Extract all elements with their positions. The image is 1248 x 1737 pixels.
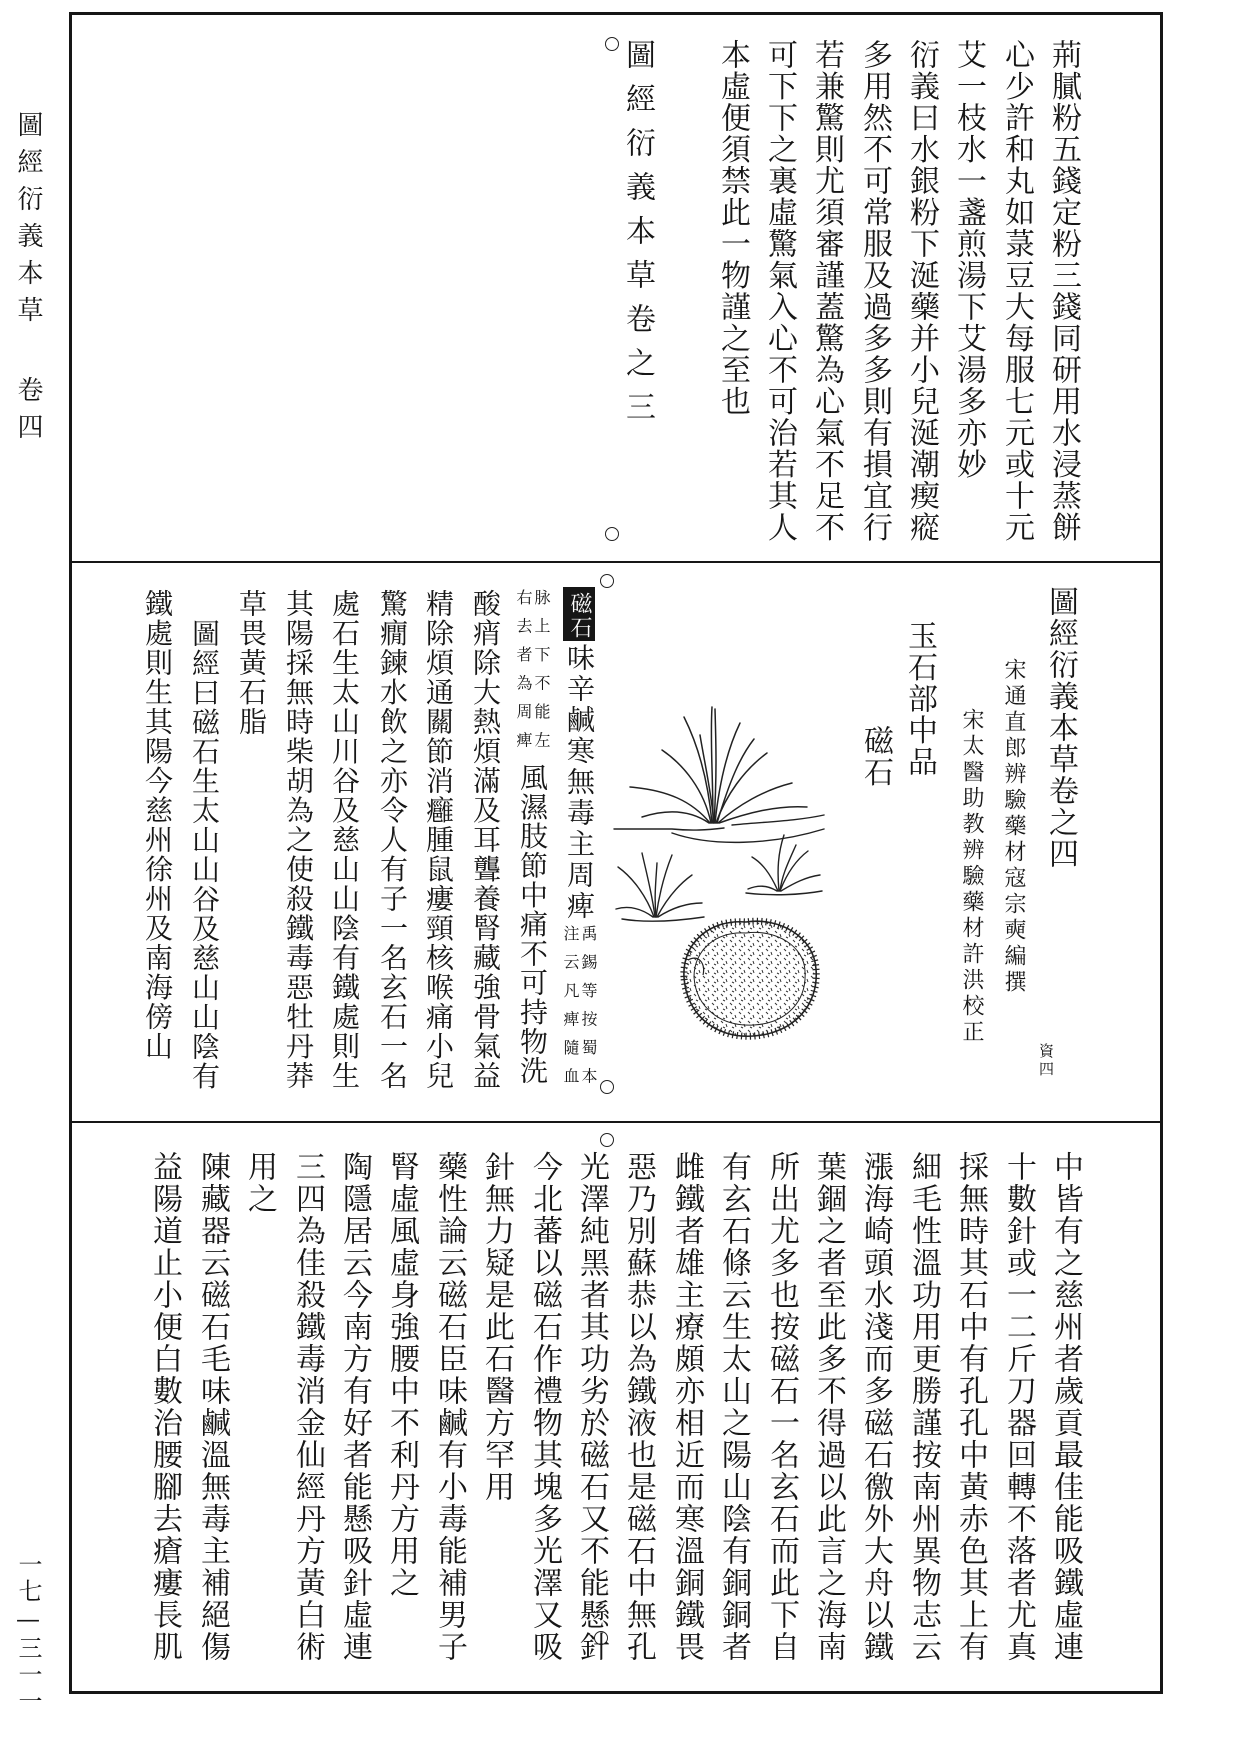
margin-page-number: 一七—三一一 bbox=[14, 1552, 42, 1715]
annotation-line: 脉上下不能左 bbox=[532, 589, 551, 760]
text-column: 艾一枝水一盞煎湯下艾湯多亦妙 bbox=[951, 39, 986, 480]
text-column: 藥性論云磁石臣味鹹有小毒能補男子 bbox=[432, 1151, 467, 1663]
binding-hole-mark bbox=[605, 527, 619, 541]
annotation-line: 禹錫等按蜀本 bbox=[579, 925, 598, 1096]
volume-end-title: 圖經衍義本草卷之三 bbox=[620, 39, 655, 435]
text-column: 針無力疑是此石醫方罕用 bbox=[479, 1151, 514, 1503]
text-column: 衍義曰水銀粉下涎藥并小兒涎潮瘈瘲 bbox=[904, 39, 939, 543]
annotation-line: 右去者為周痺 bbox=[514, 589, 533, 760]
magnetite-stone bbox=[684, 921, 816, 1036]
text-column: 今北蕃以磁石作禮物其塊多光澤又吸 bbox=[527, 1151, 562, 1663]
proofreader-credit: 宋太醫助教辨驗藥材許洪校正 bbox=[959, 708, 984, 1046]
text-column: 圖經曰磁石生太山山谷及慈山山陰有 bbox=[188, 619, 221, 1091]
margin-book-title: 圖經衍義本草 bbox=[13, 111, 43, 333]
text-column: 草畏黃石脂 bbox=[235, 589, 268, 737]
binding-hole-mark bbox=[600, 1080, 614, 1094]
text-column: 腎虛風虛身強腰中不利丹方用之 bbox=[384, 1151, 419, 1599]
text-column: 陶隱居云今南方有好者能懸吸針虛連 bbox=[337, 1151, 372, 1663]
text-column: 心少許和丸如菉豆大每服七元或十元 bbox=[999, 39, 1034, 543]
binding-hole-mark bbox=[600, 1133, 614, 1147]
text-column: 惡乃別蘇恭以為鐵液也是磁石中無孔 bbox=[621, 1151, 656, 1663]
text-column: 雌鐵者雄主療頗亦相近而寒溫銅鐵畏 bbox=[669, 1151, 704, 1663]
entry-name: 磁石 bbox=[858, 725, 893, 788]
text-column: 三四為佳殺鐵毒消金仙經丹方黃白術 bbox=[290, 1151, 325, 1663]
panel-middle bbox=[72, 563, 1160, 1121]
text-column: 採無時其石中有孔孔中黃赤色其上有 bbox=[953, 1151, 988, 1663]
text-column: 中皆有之慈州者歲貢最佳能吸鐵虛連 bbox=[1048, 1151, 1083, 1663]
volume-title: 圖經衍義本草卷之四 bbox=[1043, 586, 1078, 870]
grass-tuft-large bbox=[630, 707, 807, 823]
text-column: 酸痟除大熱煩滿及耳聾養腎藏強骨氣益 bbox=[469, 589, 502, 1091]
text-column: 處石生太山川谷及慈山山陰有鐵處則生 bbox=[328, 589, 361, 1091]
text-column: 十數針或一二斤刀器回轉不落者尤真 bbox=[1001, 1151, 1036, 1663]
text-column: 驚癇鍊水飲之亦令人有子一名玄石一名 bbox=[376, 589, 409, 1091]
section-title: 玉石部中品 bbox=[902, 620, 937, 778]
ground-line bbox=[614, 815, 824, 842]
panel-bottom bbox=[72, 1123, 1160, 1691]
text-column: 多用然不可常服及過多多則有損宜行 bbox=[857, 39, 892, 543]
panel-top bbox=[72, 15, 1160, 561]
compiler-credit: 宋通直郎辨驗藥材寇宗奭編撰 bbox=[1001, 658, 1026, 996]
grass-tuft-small-right bbox=[746, 835, 822, 895]
annotation-line: 注云凡痺隨血 bbox=[561, 925, 580, 1096]
text-column: 本虛便須禁此一物謹之至也 bbox=[715, 39, 750, 417]
text-column: 用之 bbox=[242, 1151, 277, 1215]
text-column: 葉錮之者至此多不得過以此言之海南 bbox=[811, 1151, 846, 1663]
text-column: 益陽道止小便白數治腰腳去瘡瘻長肌 bbox=[147, 1151, 182, 1663]
text-column: 陳藏器云磁石毛味鹹溫無毒主補絕傷 bbox=[195, 1151, 230, 1663]
text-column: 風濕肢節中痛不可持物洗 bbox=[516, 763, 549, 1086]
text-column: 所出尤多也按磁石一名玄石而此下自 bbox=[764, 1151, 799, 1663]
text-column: 其陽採無時柴胡為之使殺鐵毒惡牡丹莽 bbox=[282, 589, 315, 1091]
text-column: 鐵處則生其陽今慈州徐州及南海傍山 bbox=[141, 589, 174, 1061]
text-column: 光澤純黑者其功劣於磁石又不能懸針 bbox=[574, 1151, 609, 1663]
entry-heading-box: 磁石 bbox=[563, 587, 595, 641]
magnetite-illustration bbox=[612, 705, 827, 1050]
entry-lead-text: 味辛鹹寒無毒主周痺 bbox=[563, 643, 596, 922]
binding-hole-mark bbox=[600, 574, 614, 588]
page-marker: 資四 bbox=[1037, 1043, 1055, 1079]
text-column: 荊膩粉五錢定粉三錢同研用水浸蒸餅 bbox=[1046, 39, 1081, 543]
text-column: 有玄石條云生太山之陽山陰有銅銅者 bbox=[716, 1151, 751, 1663]
margin-volume: 卷四 bbox=[13, 376, 43, 450]
page-frame bbox=[69, 12, 1163, 1694]
text-column: 可下下之裏虛驚氣入心不可治若其人 bbox=[762, 39, 797, 543]
text-column: 細毛性溫功用更勝謹按南州異物志云 bbox=[906, 1151, 941, 1663]
binding-hole-mark bbox=[605, 37, 619, 51]
text-column: 若兼驚則尤須審謹蓋驚為心氣不足不 bbox=[809, 39, 844, 543]
grass-tuft-small-left bbox=[616, 853, 704, 921]
text-column: 漲海崎頭水淺而多磁石徼外大舟以鐵 bbox=[858, 1151, 893, 1663]
text-column: 精除煩通關節消癰腫鼠瘻頸核喉痛小兒 bbox=[422, 589, 455, 1091]
